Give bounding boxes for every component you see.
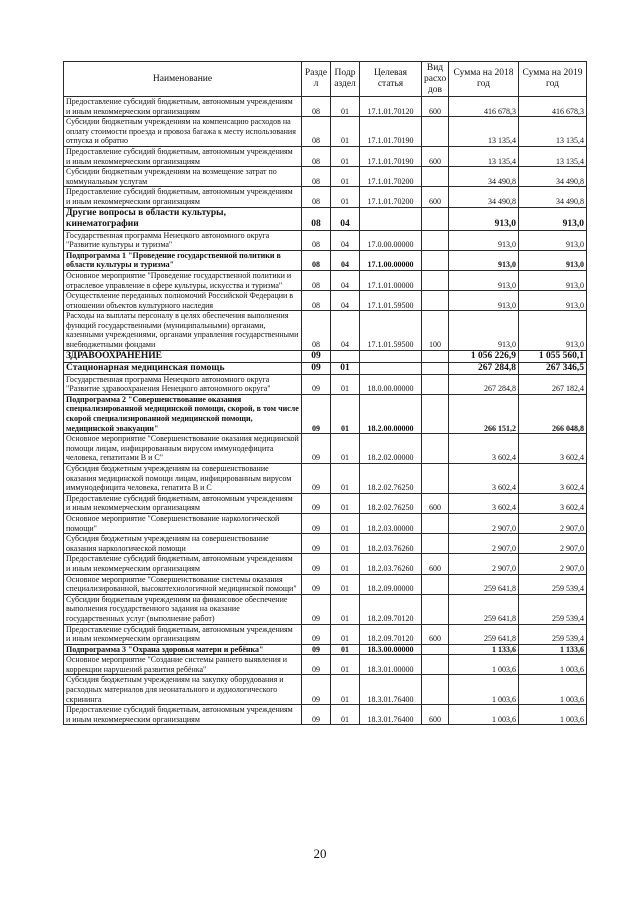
cell-name: Субсидии бюджетным учреждениям на возмещение затрат по коммунальным услугам [64,167,302,187]
cell-expense-type [422,574,449,594]
cell-subsection: 01 [331,675,360,705]
cell-section: 09 [302,574,331,594]
table-row [64,250,587,270]
cell-subsection: 04 [331,291,360,311]
table-row [64,230,587,250]
cell-sum-2018: 259 641,8 [449,574,519,594]
cell-target-article: 18.3.01.76400 [360,705,422,725]
cell-section: 09 [302,624,331,644]
cell-expense-type: 600 [422,146,449,166]
cell-expense-type [422,513,449,533]
cell-section: 08 [302,146,331,166]
cell-sum-2019: 913,0 [519,311,587,350]
table-row [64,574,587,594]
cell-section: 09 [302,554,331,574]
cell-subsection: 01 [331,167,360,187]
cell-target-article: 18.2.03.76260 [360,554,422,574]
cell-section: 09 [302,655,331,675]
cell-sum-2018: 913,0 [449,230,519,250]
table-row [64,554,587,574]
cell-expense-type [422,167,449,187]
cell-expense-type [422,644,449,655]
cell-target-article: 18.2.02.76250 [360,493,422,513]
cell-sum-2018: 913,0 [449,311,519,350]
cell-name: Основное мероприятие "Совершенствование оказания медицинской помощи лицам, инфицированным вирусом иммунодефицита человека, гепатитами В и С" [64,434,302,464]
cell-subsection: 01 [331,644,360,655]
table-row [64,311,587,350]
cell-name: Предоставление субсидий бюджетным, автономным учреждениям и иным некоммерческим организациям [64,705,302,725]
budget-table [63,61,587,725]
table-row [64,362,587,374]
cell-sum-2018: 416 678,3 [449,97,519,117]
cell-target-article: 18.2.03.00000 [360,513,422,533]
table-row [64,394,587,433]
cell-expense-type: 600 [422,705,449,725]
cell-target-article: 17.1.01.00000 [360,270,422,290]
cell-expense-type [422,675,449,705]
cell-section: 09 [302,394,331,433]
header-section: Разде л [302,62,331,97]
table-header-row [64,62,587,97]
cell-sum-2019: 3 602,4 [519,464,587,494]
cell-section: 09 [302,374,331,394]
cell-section: 09 [302,513,331,533]
cell-expense-type [422,250,449,270]
cell-subsection: 04 [331,207,360,230]
table-row [64,97,587,117]
cell-target-article: 18.0.00.00000 [360,374,422,394]
cell-target-article [360,362,422,374]
cell-name: Основное мероприятие "Совершенствование системы оказания специализированной, высокотехнологичной медицинской помощи" [64,574,302,594]
cell-target-article: 17.1.01.59500 [360,311,422,350]
cell-expense-type [422,350,449,362]
cell-section: 08 [302,117,331,147]
cell-sum-2018: 2 907,0 [449,513,519,533]
cell-subsection: 04 [331,230,360,250]
cell-name: Стационарная медицинская помощь [64,362,302,374]
cell-section: 08 [302,291,331,311]
cell-target-article: 17.1.01.70190 [360,146,422,166]
table-row [64,270,587,290]
cell-sum-2019: 3 602,4 [519,434,587,464]
cell-section: 08 [302,207,331,230]
cell-name: Субсидия бюджетным учреждениям на совершенствование оказания наркологической помощи [64,534,302,554]
cell-target-article: 18.2.00.00000 [360,394,422,433]
cell-subsection: 01 [331,705,360,725]
cell-sum-2018: 259 641,8 [449,594,519,624]
cell-name: Расходы на выплаты персоналу в целях обеспечения выполнения функций государственными (муниципальными) органами, казенными учреждениями, органами управления государственными внебюджетными фондами [64,311,302,350]
cell-expense-type [422,362,449,374]
cell-expense-type: 100 [422,311,449,350]
cell-sum-2018: 267 284,8 [449,374,519,394]
table-row [64,705,587,725]
cell-name: Государственная программа Ненецкого автономного округа "Развитие культуры и туризма" [64,230,302,250]
cell-target-article: 18.3.00.00000 [360,644,422,655]
cell-sum-2019: 266 048,8 [519,394,587,433]
cell-sum-2019: 913,0 [519,291,587,311]
cell-subsection: 01 [331,434,360,464]
cell-name: Подпрограмма 2 "Совершенствование оказания специализированной медицинской помощи, скорой, в том числе скорой специализированной медицинской помощи, медицинской эвакуации" [64,394,302,433]
cell-sum-2018: 1 133,6 [449,644,519,655]
cell-sum-2018: 3 602,4 [449,493,519,513]
table-row [64,146,587,166]
table-row [64,655,587,675]
cell-sum-2019: 259 539,4 [519,624,587,644]
cell-target-article: 17.1.01.70200 [360,187,422,207]
cell-sum-2019: 913,0 [519,250,587,270]
cell-section: 09 [302,644,331,655]
cell-expense-type [422,534,449,554]
cell-sum-2019: 3 602,4 [519,493,587,513]
cell-sum-2019: 913,0 [519,270,587,290]
header-expense-type: Вид расхо дов [422,62,449,97]
cell-section: 08 [302,250,331,270]
cell-sum-2019: 913,0 [519,230,587,250]
cell-sum-2019: 1 133,6 [519,644,587,655]
cell-section: 08 [302,230,331,250]
cell-target-article [360,350,422,362]
cell-subsection: 04 [331,311,360,350]
cell-expense-type [422,394,449,433]
cell-sum-2018: 3 602,4 [449,464,519,494]
cell-name: Основное мероприятие "Проведение государственной политики и отраслевое управление в сфере культуры, искусства и туризма" [64,270,302,290]
table-row [64,675,587,705]
cell-sum-2019: 1 003,6 [519,705,587,725]
cell-subsection: 01 [331,655,360,675]
cell-sum-2018: 1 003,6 [449,675,519,705]
cell-subsection [331,350,360,362]
cell-target-article: 18.2.09.00000 [360,574,422,594]
cell-target-article: 17.1.01.70200 [360,167,422,187]
cell-sum-2018: 1 003,6 [449,655,519,675]
cell-target-article: 17.1.01.59500 [360,291,422,311]
header-subsection: Подр аздел [331,62,360,97]
cell-name: Субсидия бюджетным учреждениям на совершенствование оказания медицинской помощи лицам, инфицированным вирусом иммунодефицита человека, гепатита В и С [64,464,302,494]
cell-target-article [360,207,422,230]
cell-section: 09 [302,434,331,464]
cell-sum-2019: 1 003,6 [519,655,587,675]
cell-sum-2018: 2 907,0 [449,534,519,554]
cell-sum-2018: 913,0 [449,250,519,270]
cell-sum-2018: 259 641,8 [449,624,519,644]
table-row [64,644,587,655]
cell-subsection: 01 [331,534,360,554]
cell-sum-2018: 267 284,8 [449,362,519,374]
cell-subsection: 01 [331,97,360,117]
table-row [64,117,587,147]
cell-expense-type [422,464,449,494]
cell-section: 09 [302,493,331,513]
cell-subsection: 01 [331,574,360,594]
cell-name: ЗДРАВООХРАНЕНИЕ [64,350,302,362]
cell-target-article: 17.1.00.00000 [360,250,422,270]
cell-sum-2019: 267 182,4 [519,374,587,394]
cell-section: 09 [302,534,331,554]
cell-sum-2018: 913,0 [449,270,519,290]
cell-target-article: 18.3.01.00000 [360,655,422,675]
cell-name: Осуществление переданных полномочий Российской Федерации в отношении объектов культурного наследия [64,291,302,311]
cell-name: Предоставление субсидий бюджетным, автономным учреждениям и иным некоммерческим организациям [64,187,302,207]
cell-section: 09 [302,362,331,374]
cell-sum-2019: 13 135,4 [519,146,587,166]
cell-section: 09 [302,675,331,705]
cell-sum-2019: 259 539,4 [519,574,587,594]
cell-expense-type: 600 [422,97,449,117]
cell-sum-2019: 13 135,4 [519,117,587,147]
cell-name: Предоставление субсидий бюджетным, автономным учреждениям и иным некоммерческим организациям [64,554,302,574]
cell-name: Государственная программа Ненецкого автономного округа "Развитие здравоохранения Ненецкого автономного округа" [64,374,302,394]
cell-sum-2018: 1 056 226,9 [449,350,519,362]
table-row [64,534,587,554]
cell-name: Субсидия бюджетным учреждениям на закупку оборудования и расходных материалов для неонатального и аудиологического скрининга [64,675,302,705]
cell-target-article: 17.1.01.70190 [360,117,422,147]
cell-sum-2019: 1 055 560,1 [519,350,587,362]
table-row [64,434,587,464]
cell-sum-2019: 2 907,0 [519,513,587,533]
cell-expense-type [422,270,449,290]
cell-expense-type [422,291,449,311]
table-row [64,513,587,533]
cell-expense-type [422,207,449,230]
table-row [64,493,587,513]
cell-sum-2019: 267 346,5 [519,362,587,374]
cell-name: Предоставление субсидий бюджетным, автономным учреждениям и иным некоммерческим организациям [64,97,302,117]
cell-name: Подпрограмма 1 "Проведение государственной политики в области культуры и туризма" [64,250,302,270]
cell-sum-2018: 266 151,2 [449,394,519,433]
cell-sum-2019: 1 003,6 [519,675,587,705]
header-sum-2018: Сумма на 2018 год [449,62,519,97]
cell-expense-type: 600 [422,493,449,513]
cell-expense-type [422,117,449,147]
cell-section: 08 [302,167,331,187]
table-row [64,187,587,207]
cell-sum-2018: 13 135,4 [449,117,519,147]
cell-section: 08 [302,311,331,350]
cell-subsection: 01 [331,493,360,513]
cell-sum-2018: 3 602,4 [449,434,519,464]
cell-sum-2019: 416 678,3 [519,97,587,117]
table-row [64,374,587,394]
cell-section: 09 [302,350,331,362]
cell-target-article: 18.2.03.76260 [360,534,422,554]
cell-expense-type: 600 [422,624,449,644]
cell-name: Предоставление субсидий бюджетным, автономным учреждениям и иным некоммерческим организациям [64,493,302,513]
cell-name: Основное мероприятие "Создание системы раннего выявления и коррекции нарушений развития ребёнка" [64,655,302,675]
cell-sum-2019: 34 490,8 [519,187,587,207]
cell-subsection: 01 [331,374,360,394]
cell-sum-2018: 913,0 [449,207,519,230]
cell-sum-2019: 2 907,0 [519,534,587,554]
cell-expense-type [422,594,449,624]
table-row [64,464,587,494]
cell-sum-2018: 913,0 [449,291,519,311]
cell-target-article: 18.2.02.00000 [360,434,422,464]
cell-subsection: 01 [331,146,360,166]
cell-sum-2018: 34 490,8 [449,187,519,207]
cell-sum-2019: 2 907,0 [519,554,587,574]
cell-target-article: 17.0.00.00000 [360,230,422,250]
cell-name: Основное мероприятие "Совершенствование наркологической помощи" [64,513,302,533]
cell-target-article: 18.3.01.76400 [360,675,422,705]
table-row [64,167,587,187]
cell-target-article: 17.1.01.70120 [360,97,422,117]
table-row [64,207,587,230]
cell-subsection: 01 [331,117,360,147]
cell-target-article: 18.2.02.76250 [360,464,422,494]
cell-section: 09 [302,705,331,725]
cell-name: Подпрограмма 3 "Охрана здоровья матери и ребёнка" [64,644,302,655]
cell-name: Другие вопросы в области культуры, кинематографии [64,207,302,230]
cell-target-article: 18.2.09.70120 [360,624,422,644]
cell-expense-type [422,434,449,464]
cell-sum-2018: 2 907,0 [449,554,519,574]
cell-name: Предоставление субсидий бюджетным, автономным учреждениям и иным некоммерческим организациям [64,624,302,644]
cell-subsection: 04 [331,250,360,270]
table-row [64,624,587,644]
cell-sum-2018: 34 490,8 [449,167,519,187]
cell-subsection: 01 [331,554,360,574]
cell-section: 09 [302,464,331,494]
cell-sum-2018: 1 003,6 [449,705,519,725]
cell-section: 08 [302,187,331,207]
cell-sum-2019: 259 539,4 [519,594,587,624]
cell-expense-type [422,374,449,394]
cell-subsection: 01 [331,624,360,644]
cell-subsection: 01 [331,362,360,374]
table-row [64,350,587,362]
cell-section: 08 [302,97,331,117]
header-target-article: Целевая статья [360,62,422,97]
cell-subsection: 01 [331,513,360,533]
header-name: Наименование [64,62,302,97]
cell-subsection: 01 [331,394,360,433]
cell-expense-type: 600 [422,554,449,574]
cell-section: 08 [302,270,331,290]
cell-sum-2019: 34 490,8 [519,167,587,187]
table-row [64,594,587,624]
cell-name: Субсидии бюджетным учреждениям на финансовое обеспечение выполнения государственного задания на оказание государственных услуг (выполнение работ) [64,594,302,624]
page-number: 20 [313,846,327,861]
cell-expense-type [422,655,449,675]
table-row [64,291,587,311]
cell-expense-type [422,230,449,250]
cell-target-article: 18.2.09.70120 [360,594,422,624]
cell-subsection: 04 [331,270,360,290]
cell-sum-2018: 13 135,4 [449,146,519,166]
cell-subsection: 01 [331,594,360,624]
cell-subsection: 01 [331,464,360,494]
cell-subsection: 01 [331,187,360,207]
header-sum-2019: Сумма на 2019 год [519,62,587,97]
cell-sum-2019: 913,0 [519,207,587,230]
cell-section: 09 [302,594,331,624]
cell-expense-type: 600 [422,187,449,207]
cell-name: Предоставление субсидий бюджетным, автономным учреждениям и иным некоммерческим организациям [64,146,302,166]
cell-name: Субсидии бюджетным учреждениям на компенсацию расходов на оплату стоимости проезда и провоза багажа к месту использования отпуска и обратно [64,117,302,147]
